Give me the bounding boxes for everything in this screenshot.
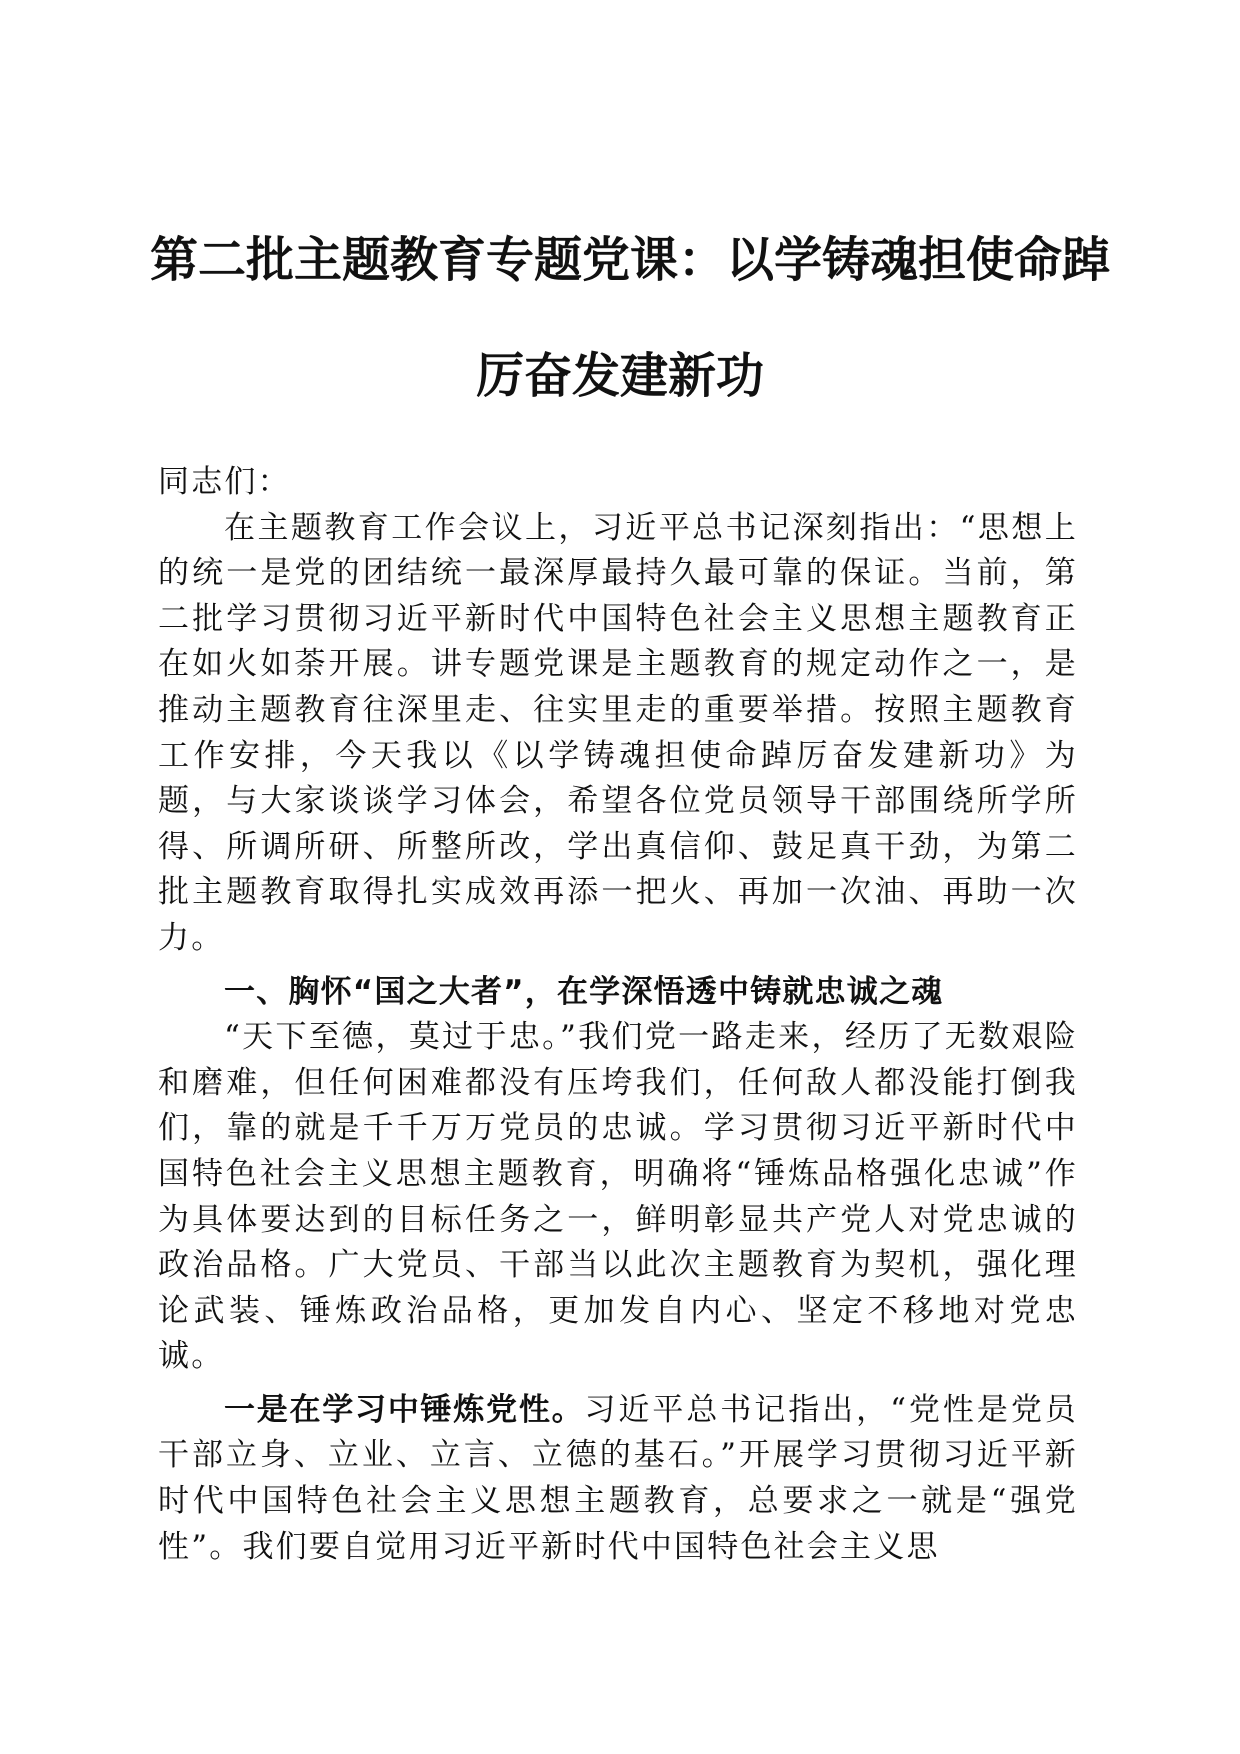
section-1-paragraph: “天下至德，莫过于忠。”我们党一路走来，经历了无数艰险和磨难，但任何困难都没有压垮我们，任何敌人都没能打倒我们，靠的就是千千万万党员的忠诚。学习贯彻习近平新时代中国特色社会主义思想主题教育，明确将“锤炼品格强化忠诚”作为具体要达到的目标任务之一，鲜明彰显共产党人对党忠诚的政治品格。广大党员、干部当以此次主题教育为契机，强化理论武装、锤炼政治品格，更加发自内心、坚定不移地对党忠诚。 bbox=[158, 1019, 1078, 1375]
section-heading-1: 一、胸怀“国之大者”，在学深悟透中铸就忠诚之魂 bbox=[224, 973, 944, 1010]
point-1-paragraph bbox=[158, 1388, 1078, 1570]
salutation: 同志们： bbox=[158, 464, 291, 500]
intro-paragraph: 在主题教育工作会议上，习近平总书记深刻指出：“思想上的统一是党的团结统一最深厚最持久最可靠的保证。当前，第二批学习贯彻习近平新时代中国特色社会主义思想主题教育正在如火如荼开展。讲专题党课是主题教育的规定动作之一，是推动主题教育往深里走、往实里走的重要举措。按照主题教育工作安排，今天我以《以学铸魂担使命踔厉奋发建新功》为题，与大家谈谈学习体会，希望各位党员领导干部围绕所学所得、所调所研、所整所改，学出真信仰、鼓足真干劲，为第二批主题教育取得扎实成效再添一把火、再加一次油、再助一次力。 bbox=[158, 509, 1078, 956]
point-1-lead: 一是在学习中锤炼党性。 bbox=[224, 1391, 585, 1428]
document-title-line-2: 厉奋发建新功 bbox=[475, 348, 764, 404]
point-1-text: 习近平总书记指出，“党性是党员干部立身、立业、立言、立德的基石。”开展学习贯彻习近平新时代中国特色社会主义思想主题教育，总要求之一就是“强党性”。我们要自觉用习近平新时代中国特色社会主义思 bbox=[158, 1391, 1078, 1565]
document-title-line-1: 第二批主题教育专题党课：以学铸魂担使命踔 bbox=[150, 232, 1111, 288]
document-body bbox=[158, 460, 1078, 1570]
